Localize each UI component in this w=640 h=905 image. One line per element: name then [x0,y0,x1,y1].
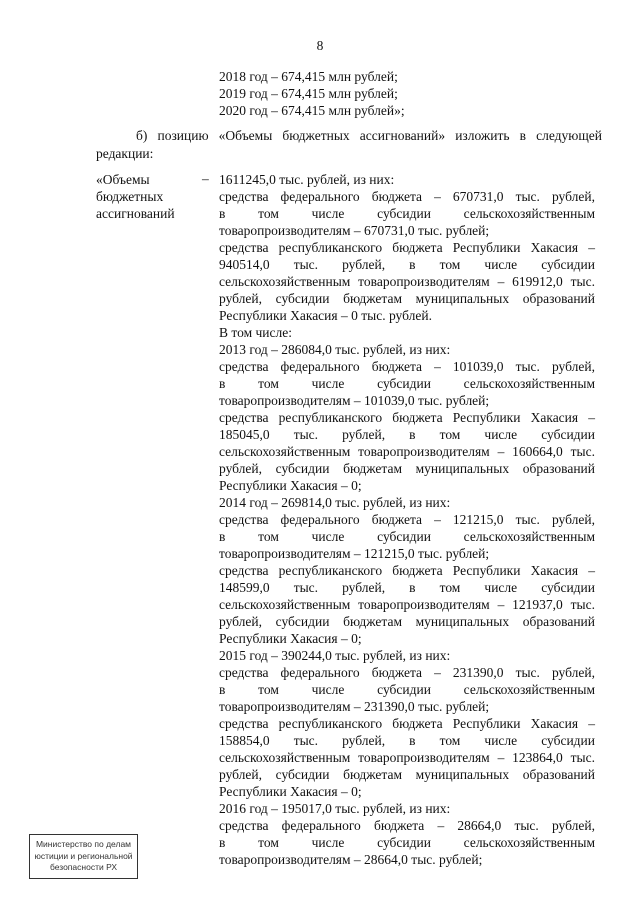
budget-line: рублей, субсидии бюджетам муниципальных образований [219,614,595,629]
budget-line: средства федерального бюджета – 121215,0 тыс. рублей, [219,512,595,527]
budget-line: товаропроизводителям – 101039,0 тыс. рублей; [219,393,490,408]
label-dash: – [202,171,209,186]
budget-line: в том числе субсидии сельскохозяйственным [219,682,595,697]
budget-line: Республики Хакасия – 0; [219,478,362,493]
budget-line: Республики Хакасия – 0; [219,631,362,646]
previous-years-block [219,68,405,119]
budget-line: средства республиканского бюджета Республики Хакасия – [219,240,595,255]
stamp-line: Министерство по делам [35,839,132,849]
budget-line: средства республиканского бюджета Республики Хакасия – [219,563,595,578]
prev-year-line: 2018 год – 674,415 млн рублей; [219,69,398,84]
budget-line: рублей, субсидии бюджетам муниципальных образований [219,767,595,782]
left-label [96,171,196,222]
budget-line: 1611245,0 тыс. рублей, из них: [219,172,395,187]
budget-line: Республики Хакасия – 0 тыс. рублей. [219,308,432,323]
budget-line: товаропроизводителям – 231390,0 тыс. рублей; [219,699,490,714]
budget-line: товаропроизводителям – 670731,0 тыс. рублей; [219,223,490,238]
intro-line: б) позицию «Объемы бюджетных ассигнований» изложить в следующей [136,128,602,143]
budget-line: 2016 год – 195017,0 тыс. рублей, из них: [219,801,451,816]
budget-line: в том числе субсидии сельскохозяйственным [219,206,595,221]
label-line: ассигнований [96,206,175,221]
budget-line: средства федерального бюджета – 101039,0 тыс. рублей, [219,359,595,374]
page-number: 8 [316,38,324,53]
budget-line: в том числе субсидии сельскохозяйственным [219,835,595,850]
budget-line: средства республиканского бюджета Республики Хакасия – [219,410,595,425]
label-line: «Объемы [96,172,150,187]
stamp-line: безопасности РХ [49,862,118,872]
stamp-line: юстиции и региональной [34,850,133,861]
budget-line: 2015 год – 390244,0 тыс. рублей, из них: [219,648,451,663]
budget-line: в том числе субсидии сельскохозяйственным [219,376,595,391]
prev-year-line: 2019 год – 674,415 млн рублей; [219,86,398,101]
budget-line: В том числе: [219,325,292,340]
budget-line: 148599,0 тыс. рублей, в том числе субсидии [219,580,595,595]
budget-line: 158854,0 тыс. рублей, в том числе субсидии [219,733,595,748]
budget-line: в том числе субсидии сельскохозяйственным [219,529,595,544]
budget-details [219,171,595,868]
budget-line: рублей, субсидии бюджетам муниципальных образований [219,461,595,476]
budget-line: товаропроизводителям – 121215,0 тыс. рублей; [219,546,490,561]
budget-line: средства федерального бюджета – 670731,0 тыс. рублей, [219,189,595,204]
budget-line: сельскохозяйственным товаропроизводителям – 123864,0 тыс. [219,750,595,765]
budget-line: средства республиканского бюджета Республики Хакасия – [219,716,595,731]
budget-line: 2014 год – 269814,0 тыс. рублей, из них: [219,495,451,510]
budget-line: 2013 год – 286084,0 тыс. рублей, из них: [219,342,451,357]
budget-line: 940514,0 тыс. рублей, в том числе субсидии [219,257,595,272]
budget-line: товаропроизводителям – 28664,0 тыс. рублей; [219,852,483,867]
budget-line: сельскохозяйственным товаропроизводителям – 160664,0 тыс. [219,444,595,459]
ministry-stamp [29,834,138,879]
label-line: бюджетных [96,189,164,204]
budget-line: средства федерального бюджета – 231390,0 тыс. рублей, [219,665,595,680]
budget-line: сельскохозяйственным товаропроизводителям – 121937,0 тыс. [219,597,595,612]
prev-year-line: 2020 год – 674,415 млн рублей»; [219,103,405,118]
budget-line: средства федерального бюджета – 28664,0 тыс. рублей, [219,818,595,833]
intro-line: редакции: [96,145,154,161]
budget-line: рублей, субсидии бюджетам муниципальных образований [219,291,595,306]
budget-line: Республики Хакасия – 0; [219,784,362,799]
intro-paragraph [96,127,602,162]
budget-line: сельскохозяйственным товаропроизводителям – 619912,0 тыс. [219,274,595,289]
budget-line: 185045,0 тыс. рублей, в том числе субсидии [219,427,595,442]
